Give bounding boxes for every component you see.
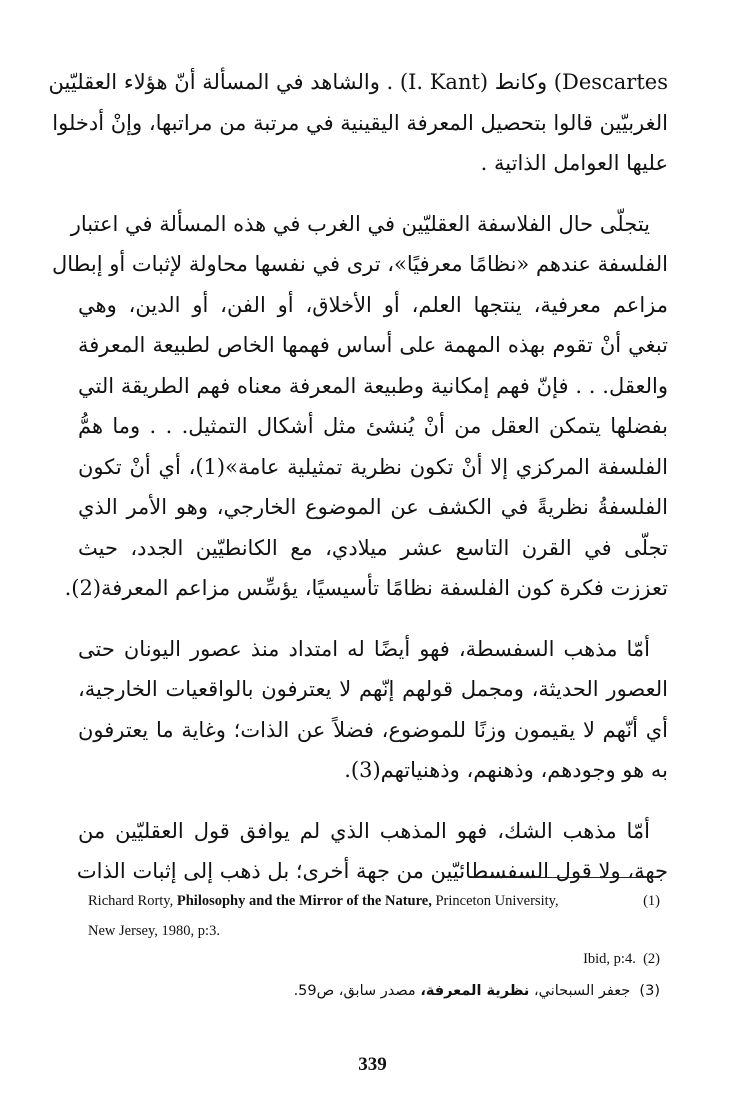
- footnote-divider: [472, 877, 660, 878]
- text-line: أي أنّهم لا يقيمون وزنًا للموضوع، فضلاً عن الذات؛ وغاية ما يعترفون: [78, 717, 668, 742]
- text-line: مزاعم معرفية، ينتجها العلم، أو الأخلاق، أو الفن، أو الدين، وهي: [78, 292, 668, 317]
- text-line: تعززت فكرة كون الفلسفة نظامًا تأسيسيًا، يؤسِّس مزاعم المعرفة(2).: [64, 576, 668, 600]
- footnote-1-continuation: New Jersey, 1980, p:3.: [88, 923, 220, 939]
- text-line: أمّا مذهب السفسطة، فهو أيضًا له امتداد منذ عصور اليونان حتى: [78, 636, 650, 661]
- text-line: يتجلّى حال الفلاسفة العقليّين في الغرب في هذه المسألة في اعتبار: [70, 211, 650, 236]
- footnote-1-author: Richard Rorty,: [88, 893, 174, 909]
- page-number: 339: [358, 1054, 387, 1075]
- footnote-3-marker: (3): [639, 983, 660, 999]
- text-line: به هو وجودهم، وذهنهم، وذهنياتهم(3).: [344, 758, 668, 782]
- footnote-1: [88, 891, 660, 911]
- footnote-1-publisher: Princeton University,: [435, 893, 559, 909]
- text-line: أمّا مذهب الشك، فهو المذهب الذي لم يوافق قول العقليّين من: [78, 818, 650, 843]
- text-line: العصور الحديثة، ومجمل قولهم إنّهم لا يعترفون بالواقعيات الخارجية،: [78, 677, 668, 701]
- text-line: والعقل. . . فإنّ فهم إمكانية وطبيعة المعرفة معناه فهم الطريقة التي: [78, 373, 668, 398]
- footnote-3-title: نظرية المعرفة،: [420, 983, 530, 999]
- text-line: جهة، ولا قول السفسطائيّين من جهة أخرى؛ بل ذهب إلى إثبات الذات: [76, 859, 668, 883]
- footnote-2: [583, 949, 660, 969]
- text-line: تبغي أنْ تقوم بهذه المهمة على أساس فهمها الخاص لطبيعة المعرفة: [78, 333, 668, 357]
- footnote-3: [294, 980, 660, 1002]
- footnote-2-marker: (2): [643, 951, 660, 967]
- text-line: الفلسفة عندهم «نظامًا معرفيًا»، ترى في نفسها محاولة لإثبات أو إبطال: [51, 252, 668, 276]
- footnote-1-marker: (1): [643, 893, 660, 909]
- text-line: الفلسفةُ نظريةً في الكشف عن الموضوع الخارجي، وهو الأمر الذي: [78, 495, 668, 519]
- footnote-3-rest: مصدر سابق، ص59.: [293, 983, 416, 999]
- main-text: [48, 62, 668, 892]
- footnote-2-text: Ibid, p:4.: [583, 951, 636, 967]
- text-line: بفضلها يتمكن العقل من أنْ يُنشئ مثل أشكال التمثيل. . . وما همُّ: [78, 414, 668, 438]
- text-line: الفلسفة المركزي إلا أنْ تكون نظرية تمثيلية عامة»(1)، أي أنْ تكون: [78, 454, 668, 479]
- footnote-1-title: Philosophy and the Mirror of the Nature,: [176, 893, 432, 909]
- text-line: Descartes) وكانط (I. Kant) . والشاهد في المسألة أنّ هؤلاء العقليّين: [48, 70, 668, 94]
- text-line: الغربيّين قالوا بتحصيل المعرفة اليقينية في مرتبة من مراتبها، وإنْ أدخلوا: [52, 110, 668, 135]
- text-line: عليها العوامل الذاتية .: [480, 151, 668, 175]
- footnote-3-author: جعفر السبحاني،: [533, 983, 631, 999]
- text-line: تجلّى في القرن التاسع عشر ميلادي، مع الكانطيّين الجدد، حيث: [78, 535, 668, 560]
